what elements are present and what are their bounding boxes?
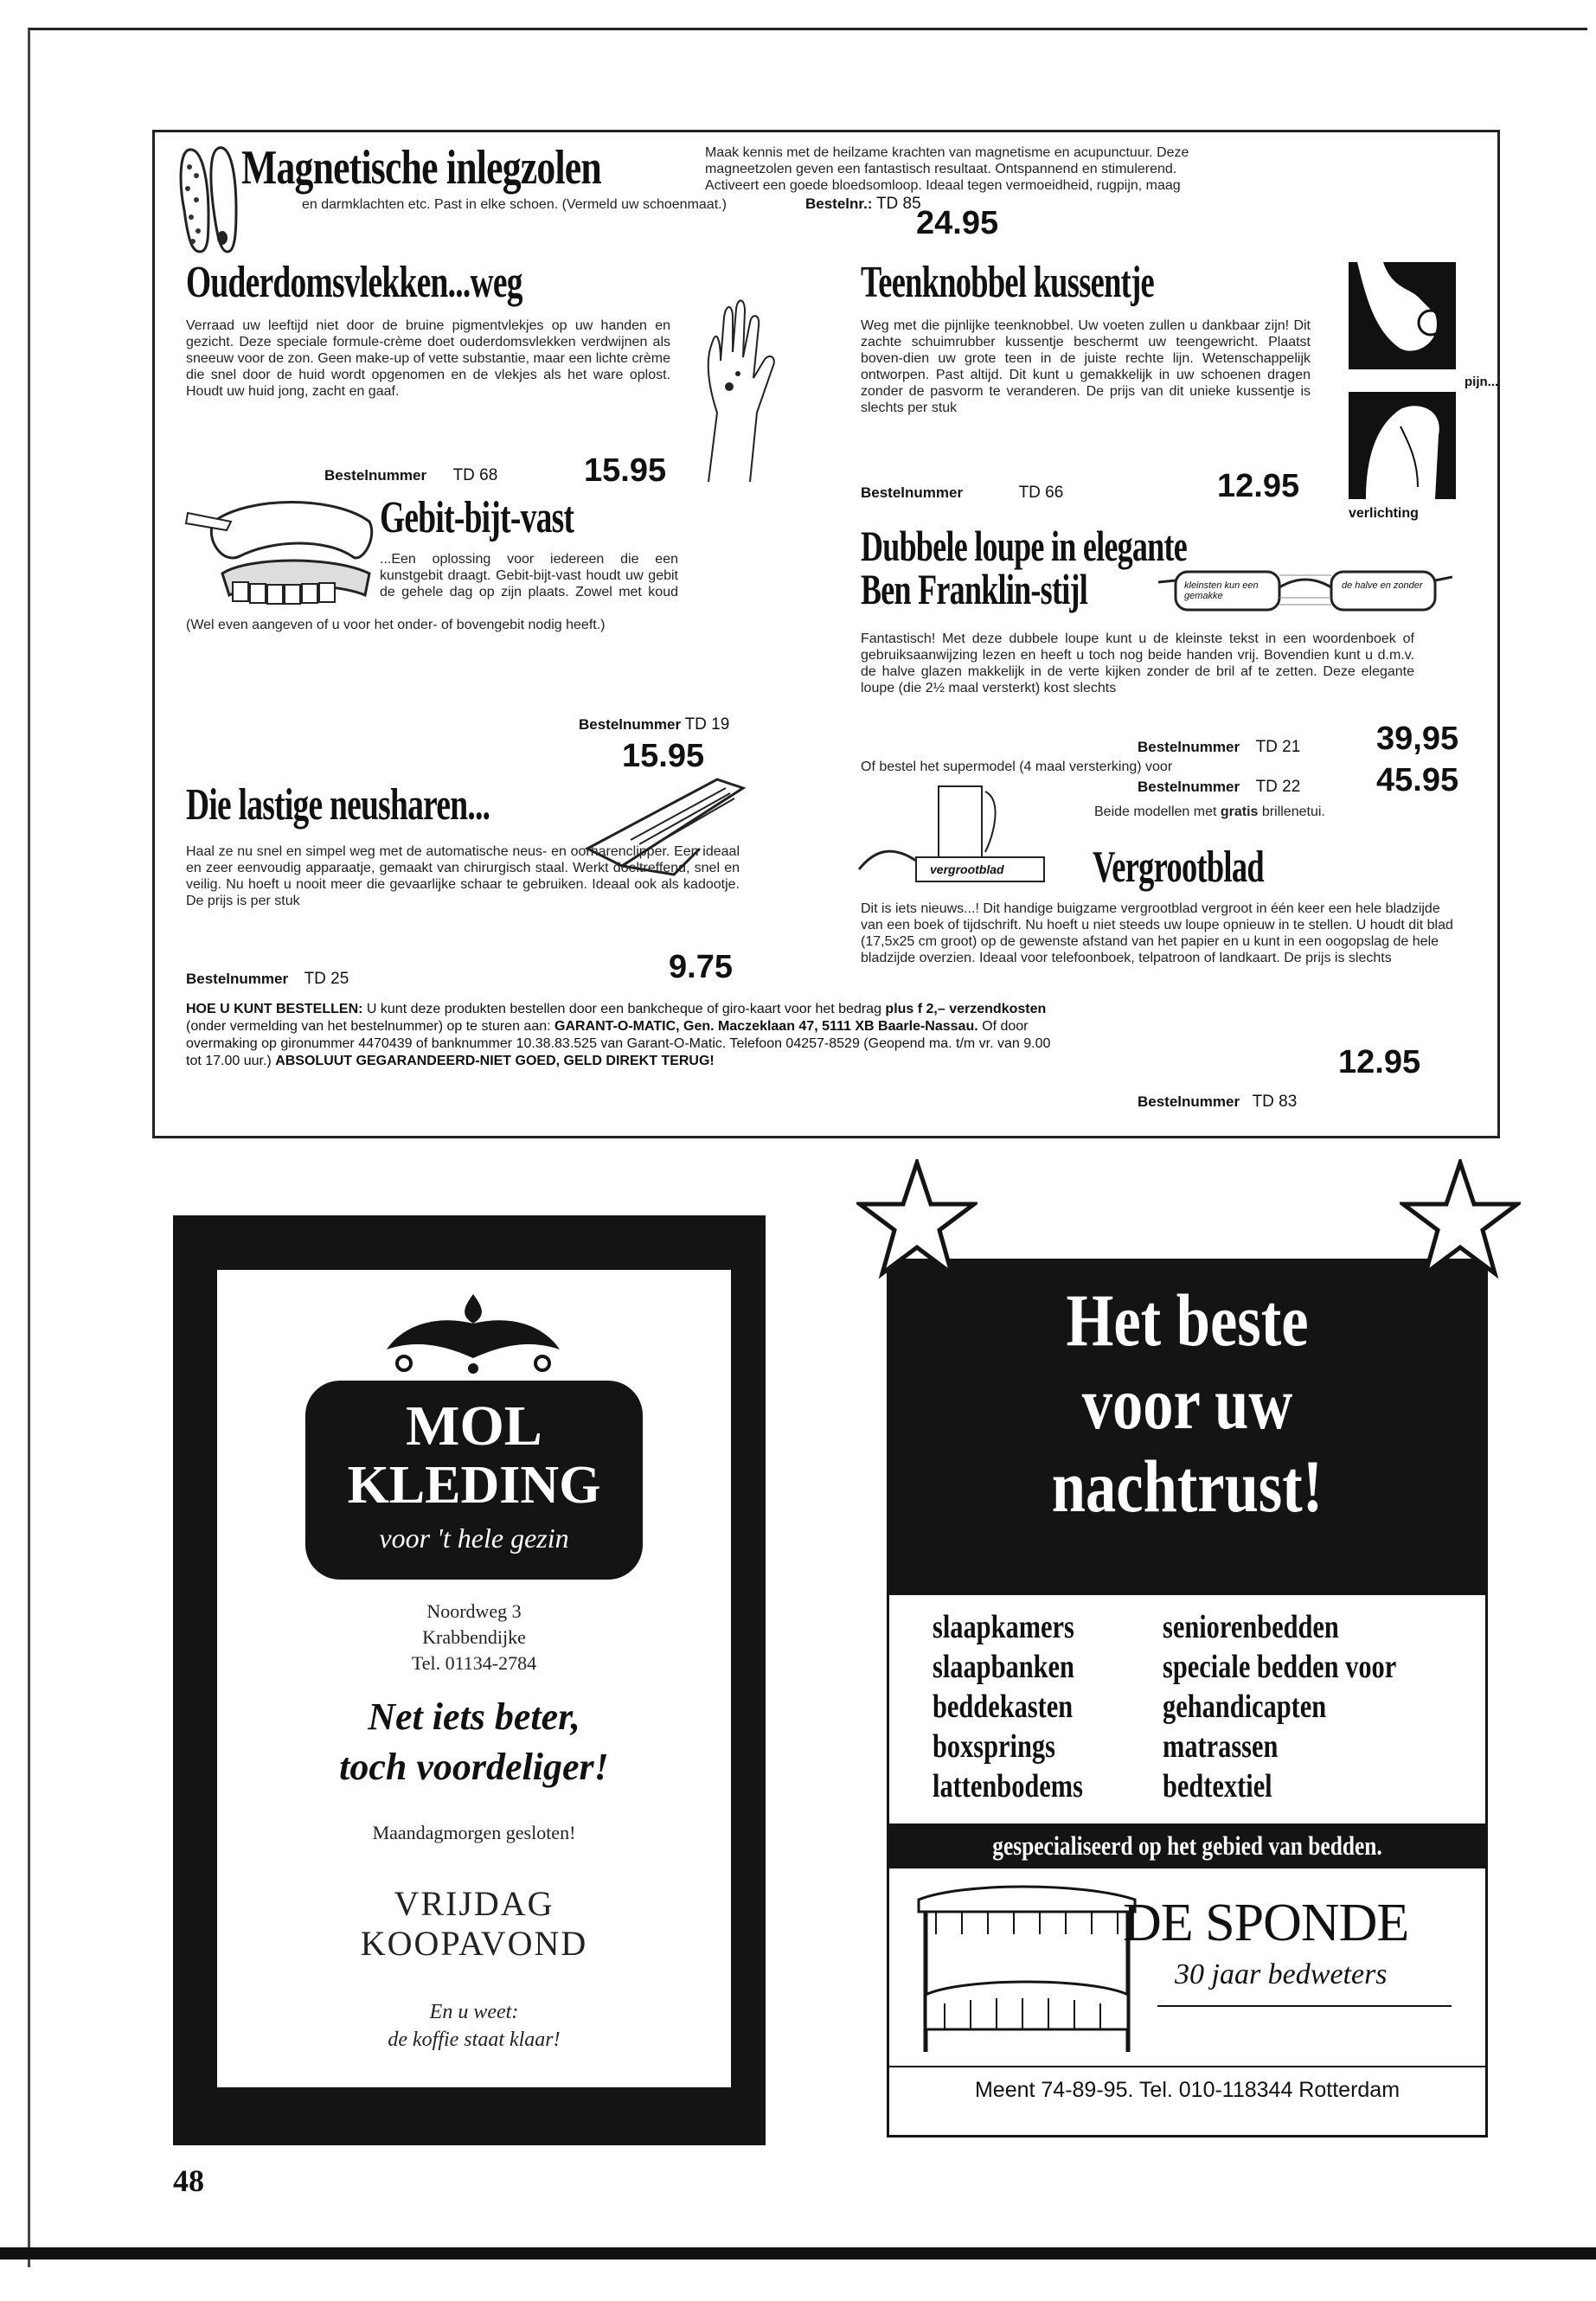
sponde-headline (943, 1279, 1432, 1528)
mol-slogan-line1: Net iets beter, (368, 1695, 580, 1738)
sponde-address: Meent 74-89-95. Tel. 010-118344 Rotterdam (974, 2078, 1401, 2102)
magnifier-sheet-illustration (856, 783, 1046, 887)
toe-price: 12.95 (1217, 468, 1300, 504)
canopy-bed-illustration (910, 1882, 1144, 2055)
denture-text-intro (380, 551, 678, 601)
magnifier-title: Vergrootblad (1093, 843, 1264, 892)
order-code: TD 66 (1018, 484, 1064, 502)
star-right-icon (1400, 1159, 1521, 1280)
order-label: Bestelnummer (1138, 739, 1240, 755)
foot-pain-image (1349, 262, 1456, 369)
page-number: 48 (173, 2163, 204, 2198)
loupe-order-2 (1138, 778, 1300, 797)
magnifier-order (1138, 1093, 1297, 1112)
spots-text: Verraad uw leeftijd niet door de bruine pigmentvlekjes op uw handen en gezicht. Deze speciale formule-crème doet ouderdomsvlekken verdwijnen als sneeuw voor de zon. Geen make-up of vette substantie, maar een lichte crème die snel door de huid wordt opgenomen en de vlekjes als het ware oplost. Houdt uw huid jong, zacht en gaaf. (186, 318, 670, 399)
order-code: TD 85 (875, 195, 921, 213)
toe-text: Weg met die pijnlijke teenknobbel. Uw voeten zullen u dankbaar zijn! Dit zachte schuimrubber kussentje beschermt uw teengewricht. Plaatst boven-dien uw grote teen in de juiste rechte lijn. Wetenschappelijk ontworpen. Past altijd. Dit kunt u gemakkelijk in uw schoenen dragen zonder de pasvorm te veranderen. De prijs van dit unieke kussentje is slechts per stuk (861, 318, 1311, 415)
mol-closed: Maandagmorgen gesloten! (372, 1822, 576, 1843)
order-code: TD 83 (1252, 1093, 1298, 1111)
order-label: Bestelnr.: (805, 195, 873, 212)
order-code: TD 25 (304, 970, 349, 988)
sponde-footer-rule (889, 2066, 1485, 2067)
sponde-years: 30 jaar bedweters (1175, 1958, 1388, 1990)
spots-price: 15.95 (584, 452, 667, 489)
foot-relief-image (1349, 392, 1456, 499)
lens-text-left: kleinsten kun een gemakke (1184, 580, 1259, 601)
de-sponde-ad (887, 1259, 1488, 2138)
mail-order-ad (152, 130, 1500, 1138)
product-item: lattenbodems (933, 1768, 1083, 1804)
insoles-text-line4: en darmklachten etc. Past in elke schoen. (Vermeld uw schoenmaat.) (302, 197, 727, 212)
magnifier-sheet-label: vergrootblad (930, 862, 1004, 876)
order-label: Bestelnummer (1138, 1093, 1240, 1110)
nosehair-text: Haal ze nu snel en simpel weg met de automatische neus- en oorharenclipper. Een ideaal en zeer eenvoudig apparaatje, gemaakt van chirurgisch staal. Werkt doeltreffend, snel en veilig. Nu hoeft u nooit meer die gevaarlijke schaar te gebruiken. Ideaal ook als kadootje. De prijs is per stuk (186, 844, 740, 908)
how-to-order-address: GARANT-O-MATIC, Gen. Maczeklaan 47, 5111 XB Baarle-Nassau. (554, 1019, 978, 1034)
mol-name-line2: KLEDING (347, 1456, 601, 1515)
magnifier-price: 12.95 (1338, 1044, 1421, 1080)
pain-label: pijn... (1465, 375, 1499, 389)
mol-coffee (217, 1998, 731, 2054)
how-to-order-text: Of door overmaking op gironummer 4470439 of banknummer 10.38.83.525 van Garant-O-Matic. Telefoon 04257-8529 (Geopend ma. t/m vr. van 9.00 tot 17.00 uur.) (186, 1019, 1051, 1068)
loupe-price-2: 45.95 (1376, 762, 1459, 798)
loupe-text: Fantastisch! Met deze dubbele loupe kunt u de kleinste tekst in een woordenboek of gebruiksaanwijzing lezen en heeft u toch nog beide handen vrij. Bovendien kunt u d.m.v. de halve glazen makkelijk in de verte kijken zonder de bril af te zetten. Deze elegante loupe (die 2½ maal versterkt) kost slechts (861, 631, 1414, 695)
mol-name-line1: MOL (406, 1394, 542, 1458)
star-left-icon (856, 1159, 977, 1280)
denture-text: ...Een oplossing voor iedereen die een kunstgebit draagt. Gebit-bijt-vast houdt uw gebit de gehele dag op zijn plaats. Zowel met koud (380, 552, 678, 599)
mol-slogan (217, 1692, 731, 1792)
mol-phone: Tel. 01134-2784 (411, 1652, 537, 1674)
mol-address (217, 1599, 731, 1676)
toe-order (861, 484, 1063, 503)
bottom-rule (0, 2247, 1596, 2259)
mol-slogan-line2: toch voordeliger! (339, 1746, 609, 1788)
product-item: boxsprings (933, 1728, 1055, 1765)
insoles-text-line: Maak kennis met de heilzame krachten van magnetisme en acupunctuur. Deze (705, 145, 1189, 160)
denture-price: 15.95 (622, 738, 705, 774)
mol-coffee-line1: En u weet: (429, 2001, 519, 2023)
mol-street: Noordweg 3 (426, 1600, 522, 1622)
sponde-products-col2 (1163, 1607, 1396, 1806)
headline-line2: voor uw (1081, 1362, 1293, 1445)
mol-evening (217, 1884, 731, 1964)
product-item: speciale bedden voor (1163, 1649, 1397, 1685)
mol-logo-plaque (305, 1381, 643, 1580)
how-to-order-heading: HOE U KUNT BESTELLEN: (186, 1002, 363, 1016)
lens-text-right: de halve en zonder (1342, 580, 1423, 591)
glasses-illustration (1158, 556, 1452, 617)
order-code: TD 21 (1255, 738, 1301, 756)
order-label: Bestelnummer (861, 484, 964, 501)
insoles-text-line: magneetzolen geven een fantastisch resultaat. Ontspannend en stimulerend. (705, 162, 1177, 176)
how-to-order-text: (onder vermelding van het bestelnummer) op te sturen aan: (186, 1019, 551, 1034)
order-label: Bestelnummer (186, 971, 289, 987)
insoles-text-line: Activeert een goede bloedsomloop. Ideaal tegen vermoeidheid, rugpijn, maag (705, 178, 1181, 193)
product-item: gehandicapten (1163, 1689, 1327, 1725)
loupe-case-note (1094, 804, 1325, 820)
order-label: Bestelnummer (579, 716, 682, 733)
how-to-order-bold: plus f 2,– verzendkosten (885, 1002, 1047, 1016)
toe-title: Teenknobbel kussentje (861, 258, 1154, 307)
insole-illustration (177, 141, 238, 257)
insoles-title: Magnetische inlegzolen (241, 141, 601, 195)
sponde-divider (1157, 2005, 1452, 2007)
order-label: Bestelnummer (1138, 779, 1240, 795)
loupe-title-line1: Dubbele loupe in elegante (861, 522, 1188, 570)
mol-evening-line2: KOOPAVOND (360, 1924, 588, 1963)
sponde-products-col1 (933, 1607, 1083, 1806)
ornament-icon (369, 1289, 577, 1375)
denture-illustration (179, 487, 387, 617)
nosehair-price: 9.75 (669, 949, 733, 985)
note-text: Beide modellen met (1094, 804, 1217, 819)
insoles-price: 24.95 (916, 205, 999, 241)
magnifier-text-content: Dit is iets nieuws...! Dit handige buigzame vergrootblad vergroot in één keer een hele bladzijde van een boek of tijdschrift. Nu hoeft u niet steeds uw loupe opnieuw in te stellen. U houdt dit blad (17,5x25 cm groot) op de gewenste afstand van het papier en u kunt in een oogopslag de hele bladzijde overzien. Ideaal voor telefoonboek, telpatroon of landkaart. De prijs is slechts (861, 901, 1453, 965)
how-to-order-text: U kunt deze produkten bestellen door een bankcheque of giro-kaart voor het bedrag (366, 1002, 881, 1016)
denture-title: Gebit-bijt-vast (380, 493, 574, 542)
order-code: TD 68 (452, 466, 498, 484)
order-code: TD 19 (684, 715, 730, 734)
insoles-text-block (705, 144, 1484, 194)
mol-kleding-panel (215, 1267, 734, 2090)
loupe-title-line2: Ben Franklin-stijl (861, 565, 1088, 613)
headline-line3: nachtrust! (1051, 1445, 1324, 1528)
product-item: slaapbanken (933, 1649, 1074, 1685)
sponde-headline-panel (889, 1261, 1485, 1595)
magnifier-text (861, 901, 1458, 966)
denture-order (579, 715, 729, 734)
how-to-order-guarantee: ABSOLUUT GEGARANDEERD-NIET GOED, GELD DIREKT TERUG! (275, 1054, 715, 1068)
nosehair-order (186, 970, 349, 989)
sponde-brand: DE SPONDE (1123, 1894, 1409, 1952)
product-item: bedtextiel (1163, 1768, 1272, 1804)
relief-label: verlichting (1349, 506, 1419, 521)
mol-town: Krabbendijke (422, 1626, 526, 1648)
how-to-order (186, 1001, 1060, 1070)
product-item: matrassen (1163, 1728, 1279, 1765)
insoles-order (805, 195, 921, 214)
loupe-supermodel-text: Of bestel het supermodel (4 maal versterking) voor (861, 760, 1173, 774)
order-code: TD 22 (1255, 778, 1301, 796)
mol-tagline: voor 't hele gezin (379, 1522, 569, 1554)
headline-line1: Het beste (1066, 1279, 1309, 1362)
product-item: slaapkamers (933, 1609, 1074, 1645)
product-item: beddekasten (933, 1689, 1074, 1725)
note-text: brillenetui. (1261, 804, 1325, 819)
order-label: Bestelnummer (324, 467, 427, 484)
mol-evening-line1: VRIJDAG (394, 1884, 554, 1923)
sponde-specialised-bar (889, 1823, 1485, 1868)
sponde-specialised: gespecialiseerd op het gebied van bedden. (992, 1830, 1382, 1861)
mol-kleding-ad (173, 1215, 766, 2145)
loupe-price-1: 39,95 (1376, 721, 1459, 757)
mol-coffee-line2: de koffie staat klaar! (388, 2029, 561, 2051)
product-item: seniorenbedden (1163, 1609, 1339, 1645)
spots-title: Ouderdomsvlekken...weg (186, 258, 522, 307)
nosehair-title: Die lastige neusharen... (186, 780, 490, 830)
hand-illustration (683, 292, 786, 490)
spots-order (324, 466, 497, 485)
denture-note: (Wel even aangeven of u voor het onder- of bovengebit nodig heeft.) (186, 618, 606, 632)
loupe-order-1 (1138, 738, 1300, 757)
note-bold: gratis (1220, 804, 1259, 819)
